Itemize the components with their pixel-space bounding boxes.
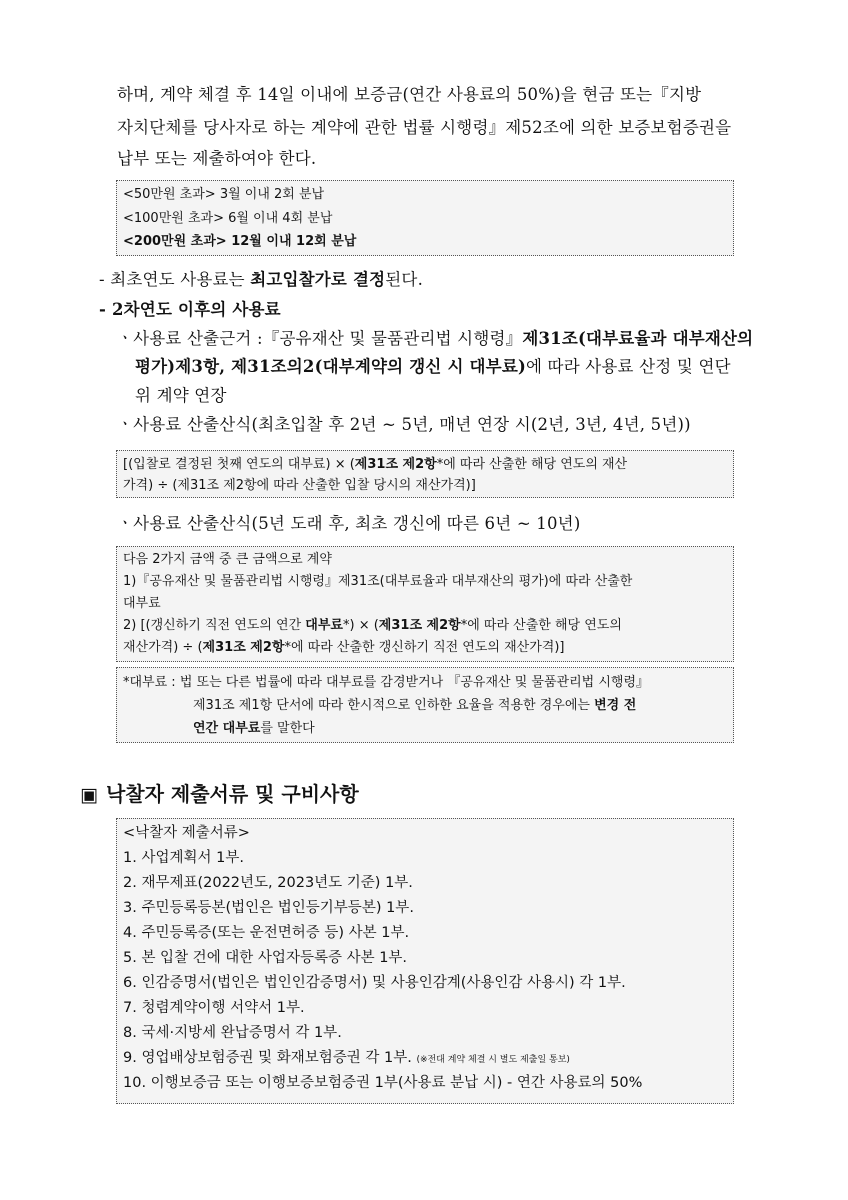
first-year-bold: 최고입찰가로 결정 xyxy=(250,270,386,289)
intro-line-2: 자치단체를 당사자로 하는 계약에 관한 법률 시행령』제52조에 의한 보증보험증권을 xyxy=(117,118,732,137)
note-line-2 xyxy=(193,695,636,716)
formula1-post: *에 따라 산출한 해당 연도의 재산 xyxy=(436,457,628,472)
list-item: 8. 국세·지방세 완납증명서 각 1부. xyxy=(123,1025,342,1041)
note-line-1: *대부료 : 법 또는 다른 법률에 따라 대부료를 감경받거나 『공유재산 및 물품관리법 시행령』 xyxy=(123,675,649,690)
intro-line-1: 하며, 계약 체결 후 14일 이내에 보증금(연간 사용료의 50%)을 현금 또는『지방 xyxy=(117,85,702,104)
documents-header: <낙찰자 제출서류> xyxy=(123,825,250,841)
formula2-l5b: 제31조 제2항 xyxy=(202,640,285,655)
documents-box xyxy=(116,818,734,1104)
note-line-3 xyxy=(193,718,315,739)
formula2-l4a: 2) [(갱신하기 직전 연도의 연간 xyxy=(123,618,306,633)
formula1-line-2: 가격) ÷ (제31조 제2항에 따라 산출한 입찰 당시의 재산가격)] xyxy=(123,478,476,493)
note-l3-post: 를 말한다 xyxy=(260,721,315,736)
basis-line-2 xyxy=(135,352,731,382)
basis-line-3: 위 계약 연장 xyxy=(135,386,227,405)
formula2-l4c: *) × ( xyxy=(342,618,379,633)
formula1-bold: 제31조 제2항 xyxy=(354,457,437,472)
installment-item: <200만원 초과> 12월 이내 12회 분납 xyxy=(123,234,357,249)
intro-line-3: 납부 또는 제출하여야 한다. xyxy=(117,149,317,168)
formula2-line-1: 다음 2가지 금액 중 큰 금액으로 계약 xyxy=(123,552,332,567)
list-item: 6. 인감증명서(법인은 법인인감증명서) 및 사용인감계(사용인감 사용시) 각 1부. xyxy=(123,975,626,991)
formula1-line-1 xyxy=(123,454,627,475)
formula2-line-4 xyxy=(123,615,622,636)
formula2-line-3: 대부료 xyxy=(123,596,161,611)
formula2-l4e: *에 따라 산출한 해당 연도의 xyxy=(460,618,622,633)
note-l2-pre: 제31조 제1항 단서에 따라 한시적으로 인하한 요율을 적용한 경우에는 xyxy=(193,698,595,713)
installment-item: <100만원 초과> 6월 이내 4회 분납 xyxy=(123,211,333,226)
list-item: 7. 청렴계약이행 서약서 1부. xyxy=(123,1000,305,1016)
second-year-title: - 2차연도 이후의 사용료 xyxy=(99,300,281,319)
square-bullet-icon: ▣ xyxy=(80,784,98,806)
formula2-l4d: 제31조 제2항 xyxy=(378,618,461,633)
list-item: 5. 본 입찰 건에 대한 사업자등록증 사본 1부. xyxy=(123,950,408,966)
list-item: 1. 사업계획서 1부. xyxy=(123,850,244,866)
first-year-post: 된다. xyxy=(385,270,424,289)
list-item-note: (※전대 계약 체결 시 별도 제출일 통보) xyxy=(416,1055,570,1065)
formula2-line-2: 1)『공유재산 및 물품관리법 시행령』제31조(대부료율과 대부재산의 평가)에 따라 산출한 xyxy=(123,574,633,589)
first-year-text xyxy=(99,265,423,295)
installment-box xyxy=(116,180,734,256)
formula1-box xyxy=(116,450,734,498)
list-item: 4. 주민등록증(또는 운전면허증 등) 사본 1부. xyxy=(123,925,410,941)
note-l2-bold: 변경 전 xyxy=(594,698,637,713)
list-item xyxy=(123,1046,570,1072)
section-heading xyxy=(80,778,359,807)
note-l3-bold: 연간 대부료 xyxy=(193,721,261,736)
list-item: 3. 주민등록등본(법인은 법인등기부등본) 1부. xyxy=(123,900,414,916)
formula2-line-5 xyxy=(123,637,565,658)
note-box xyxy=(116,667,734,743)
basis-bold: 제31조(대부료율과 대부재산의 xyxy=(522,329,754,348)
section-title: 낙찰자 제출서류 및 구비사항 xyxy=(105,782,359,806)
formula2-title: ㆍ사용료 산출산식(5년 도래 후, 최초 갱신에 따른 6년 ~ 10년) xyxy=(117,514,581,533)
list-item-text: 9. 영업배상보험증권 및 화재보험증권 각 1부. xyxy=(123,1050,412,1066)
list-item: 2. 재무제표(2022년도, 2023년도 기준) 1부. xyxy=(123,875,413,891)
formula1-pre: [(입찰로 결정된 첫째 연도의 대부료) × ( xyxy=(123,457,355,472)
list-item: 10. 이행보증금 또는 이행보증보험증권 1부(사용료 분납 시) - 연간 사용료의 50% xyxy=(123,1075,643,1091)
formula2-l4b: 대부료 xyxy=(305,618,343,633)
formula1-title: ㆍ사용료 산출산식(최초입찰 후 2년 ~ 5년, 매년 연장 시(2년, 3년, 4년, 5년)) xyxy=(117,415,691,434)
first-year-pre: - 최초연도 사용료는 xyxy=(99,270,251,289)
formula2-l5c: *에 따라 산출한 갱신하기 직전 연도의 재산가격)] xyxy=(284,640,565,655)
basis-bold-2: 평가)제3항, 제31조의2(대부계약의 갱신 시 대부료) xyxy=(135,357,526,376)
basis-post: 에 따라 사용료 산정 및 연단 xyxy=(525,357,731,376)
installment-item: <50만원 초과> 3월 이내 2회 분납 xyxy=(123,187,325,202)
formula2-l5a: 재산가격) ÷ ( xyxy=(123,640,203,655)
basis-line-1 xyxy=(117,324,753,354)
basis-pre: ㆍ사용료 산출근거 :『공유재산 및 물품관리법 시행령』 xyxy=(117,329,523,348)
formula2-box xyxy=(116,546,734,662)
